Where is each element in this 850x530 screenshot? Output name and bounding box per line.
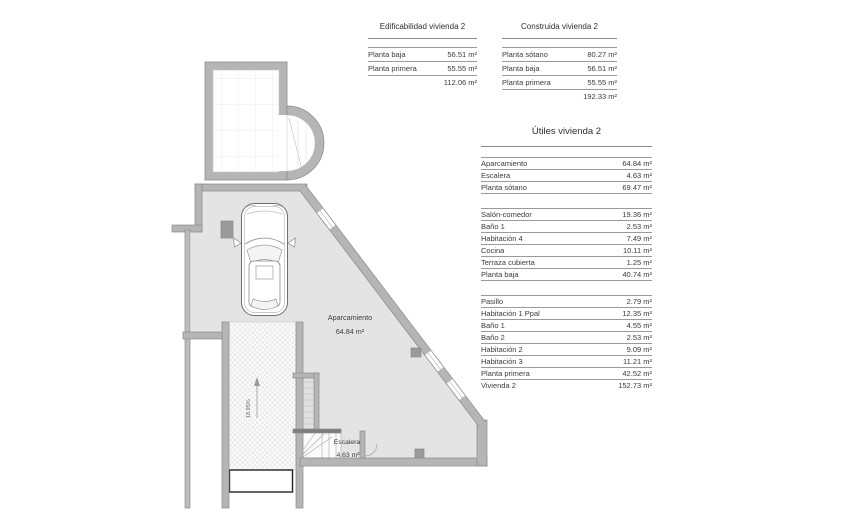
row-value: 55.55 m²	[447, 64, 477, 73]
row-label: Habitación 2	[481, 345, 523, 354]
table-row	[481, 182, 652, 194]
row-label: Aparcamiento	[481, 159, 528, 168]
row-value: 42.52 m²	[622, 369, 652, 378]
row-value: 12.35 m²	[622, 309, 652, 318]
row-value: 55.55 m²	[587, 78, 617, 87]
table-row	[481, 320, 652, 332]
table-row	[481, 221, 652, 233]
row-label: Terraza cubierta	[481, 258, 535, 267]
table-row	[502, 62, 617, 76]
table-row	[481, 368, 652, 380]
table-row	[481, 245, 652, 257]
row-value: 2.53 m²	[626, 222, 652, 231]
table-row	[481, 296, 652, 308]
row-value: 2.53 m²	[626, 333, 652, 342]
row-value: 11.21 m²	[622, 357, 652, 366]
row-label: Habitación 1 Ppal	[481, 309, 540, 318]
row-value: 2.79 m²	[626, 297, 652, 306]
table-total	[502, 90, 617, 103]
table-row	[481, 332, 652, 344]
table-row	[481, 233, 652, 245]
pillar	[411, 348, 421, 357]
table-row	[368, 48, 477, 62]
table-row	[481, 158, 652, 170]
label-escalera-area: 4.63 m²	[336, 452, 360, 459]
row-label: Planta baja	[481, 270, 519, 279]
row-label: Planta baja	[368, 50, 406, 59]
table-row	[502, 48, 617, 62]
pillar	[415, 449, 424, 458]
row-value: 56.51 m²	[447, 50, 477, 59]
row-value: 69.47 m²	[622, 183, 652, 192]
table-row	[481, 170, 652, 182]
row-label: Baño 1	[481, 321, 505, 330]
row-value: 10.11 m²	[622, 246, 652, 255]
table-total	[368, 76, 477, 89]
label-aparcamiento: Aparcamiento	[327, 313, 373, 322]
row-label: Baño 2	[481, 333, 505, 342]
table-title: Útiles vivienda 2	[481, 126, 652, 147]
table-row	[481, 257, 652, 269]
row-value: 56.51 m²	[587, 64, 617, 73]
wall-ramp-right	[296, 322, 303, 508]
row-label: Planta primera	[368, 64, 417, 73]
table-row	[368, 62, 477, 76]
wall-stair-side	[314, 373, 319, 431]
car-sunroof	[256, 266, 273, 279]
table-edificabilidad	[368, 22, 477, 89]
table-title: Edificabilidad vivienda 2	[368, 22, 477, 39]
table-row	[481, 356, 652, 368]
label-aparcamiento-area: 64.84 m²	[335, 327, 365, 336]
row-label: Cocina	[481, 246, 505, 255]
table-row	[481, 380, 652, 391]
row-label: Planta primera	[502, 78, 551, 87]
row-value: 4.55 m²	[626, 321, 652, 330]
garage-door	[230, 470, 293, 492]
wall-top	[195, 184, 307, 191]
wall-right	[477, 420, 487, 466]
table-row	[481, 344, 652, 356]
table-row	[481, 269, 652, 281]
row-label: Planta primera	[481, 369, 530, 378]
row-label: Salón-comedor	[481, 210, 532, 219]
wall-stair-right	[360, 431, 365, 458]
stair-landing-edge	[293, 429, 341, 433]
utiles-section-sotano	[481, 157, 652, 194]
table-utiles	[481, 126, 652, 391]
row-label: Habitación 3	[481, 357, 523, 366]
row-label: Planta sótano	[502, 50, 548, 59]
row-label: Habitación 4	[481, 234, 523, 243]
row-label: Planta sótano	[481, 183, 527, 192]
ramp-slope-label: 18.95%	[246, 399, 252, 418]
utiles-section-baja	[481, 208, 652, 281]
row-label: Pasillo	[481, 297, 504, 306]
car-top-view	[234, 204, 296, 316]
row-value: 1.25 m²	[626, 258, 652, 267]
row-value: 152.73 m²	[618, 381, 652, 390]
row-value: 40.74 m²	[622, 270, 652, 279]
wall-ramp-left	[222, 322, 229, 508]
driveway-ramp	[229, 322, 296, 492]
terrace-semicircle	[287, 106, 324, 180]
table-row	[481, 308, 652, 320]
row-value: 80.27 m²	[587, 50, 617, 59]
row-value: 64.84 m²	[622, 159, 652, 168]
pillar	[221, 221, 233, 238]
table-row	[502, 76, 617, 90]
table-title: Construida vivienda 2	[502, 22, 617, 39]
label-escalera: Escalera	[333, 439, 361, 446]
terrace-structure	[205, 62, 324, 180]
row-label: Baño 1	[481, 222, 505, 231]
total-value: 192.33 m²	[583, 92, 617, 101]
row-value: 7.49 m²	[626, 234, 652, 243]
table-construida	[502, 22, 617, 103]
row-value: 4.63 m²	[626, 171, 652, 180]
wall-bottom	[300, 458, 487, 466]
wall-left-thin	[185, 230, 190, 508]
row-label: Escalera	[481, 171, 511, 180]
row-label: Vivienda 2	[481, 381, 516, 390]
utiles-section-primera	[481, 295, 652, 391]
total-value: 112.06 m²	[443, 78, 477, 87]
table-row	[481, 209, 652, 221]
row-value: 19.36 m²	[622, 210, 652, 219]
row-value: 9.09 m²	[626, 345, 652, 354]
row-label: Planta baja	[502, 64, 540, 73]
